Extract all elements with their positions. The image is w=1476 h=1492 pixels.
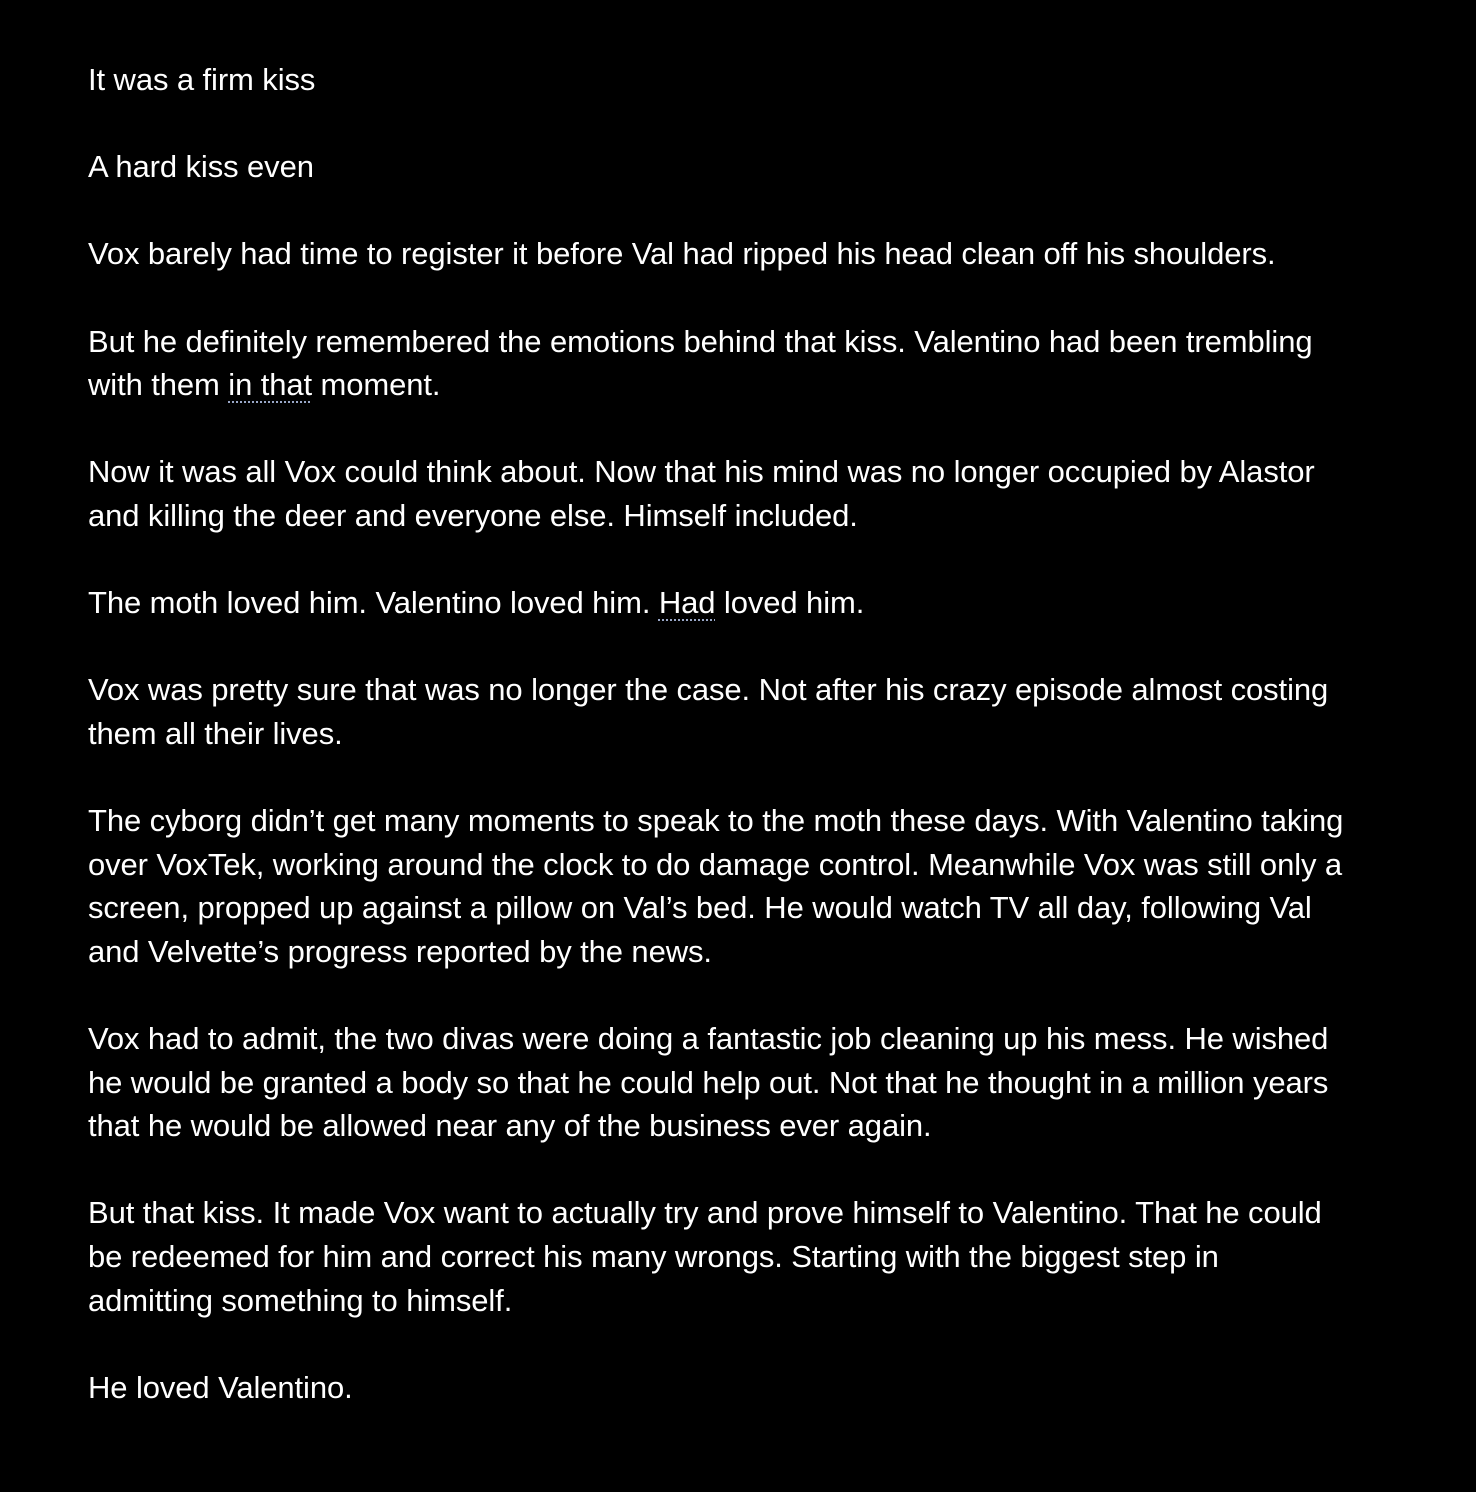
paragraph-6: [88, 581, 1348, 625]
paragraph-8: [88, 799, 1348, 973]
paragraph-3: [88, 232, 1348, 276]
text-segment: Vox had to admit, the two divas were doing a fantastic job cleaning up his mess. He wished he would be granted a body so that he could help out. Not that he thought in a million years that he would be allowed near any of the business ever again.: [88, 1021, 1329, 1144]
paragraph-7: [88, 668, 1348, 755]
paragraph-9: [88, 1017, 1348, 1148]
text-segment: moment.: [312, 367, 441, 403]
text-segment: But that kiss. It made Vox want to actually try and prove himself to Valentino. That he could be redeemed for him and correct his many wrongs. Starting with the biggest step in admitting something to himself.: [88, 1195, 1322, 1318]
paragraph-5: [88, 450, 1348, 537]
paragraph-4: [88, 320, 1348, 407]
text-segment: But he definitely remembered the emotions behind that kiss. Valentino had been trembling with them: [88, 323, 1313, 403]
text-segment: Now it was all Vox could think about. Now that his mind was no longer occupied by Alastor and killing the deer and everyone else. Himself included.: [88, 454, 1315, 533]
flagged-text-had[interactable]: Had: [658, 585, 716, 621]
text-segment: loved him.: [715, 585, 865, 621]
text-segment: Vox barely had time to register it before Val had ripped his head clean off his shoulders.: [88, 236, 1276, 272]
text-segment: A hard kiss even: [88, 149, 314, 185]
flagged-text-in-that[interactable]: in that: [228, 367, 313, 403]
paragraph-10: [88, 1191, 1348, 1322]
document-body: [88, 58, 1348, 1409]
text-segment: The moth loved him. Valentino loved him.: [88, 585, 659, 621]
text-segment: He loved Valentino.: [88, 1369, 353, 1405]
text-segment: The cyborg didn’t get many moments to speak to the moth these days. With Valentino taking over VoxTek, working around the clock to do damage control. Meanwhile Vox was still only a screen, propped up against a pillow on Val’s bed. He would watch TV all day, following Val and Velvette’s progress reported by the news.: [88, 803, 1344, 969]
text-segment: Vox was pretty sure that was no longer the case. Not after his crazy episode almost costing them all their lives.: [88, 672, 1329, 751]
paragraph-1: [88, 58, 1348, 102]
paragraph-11: [88, 1366, 1348, 1410]
paragraph-2: [88, 145, 1348, 189]
text-segment: It was a firm kiss: [88, 62, 316, 97]
